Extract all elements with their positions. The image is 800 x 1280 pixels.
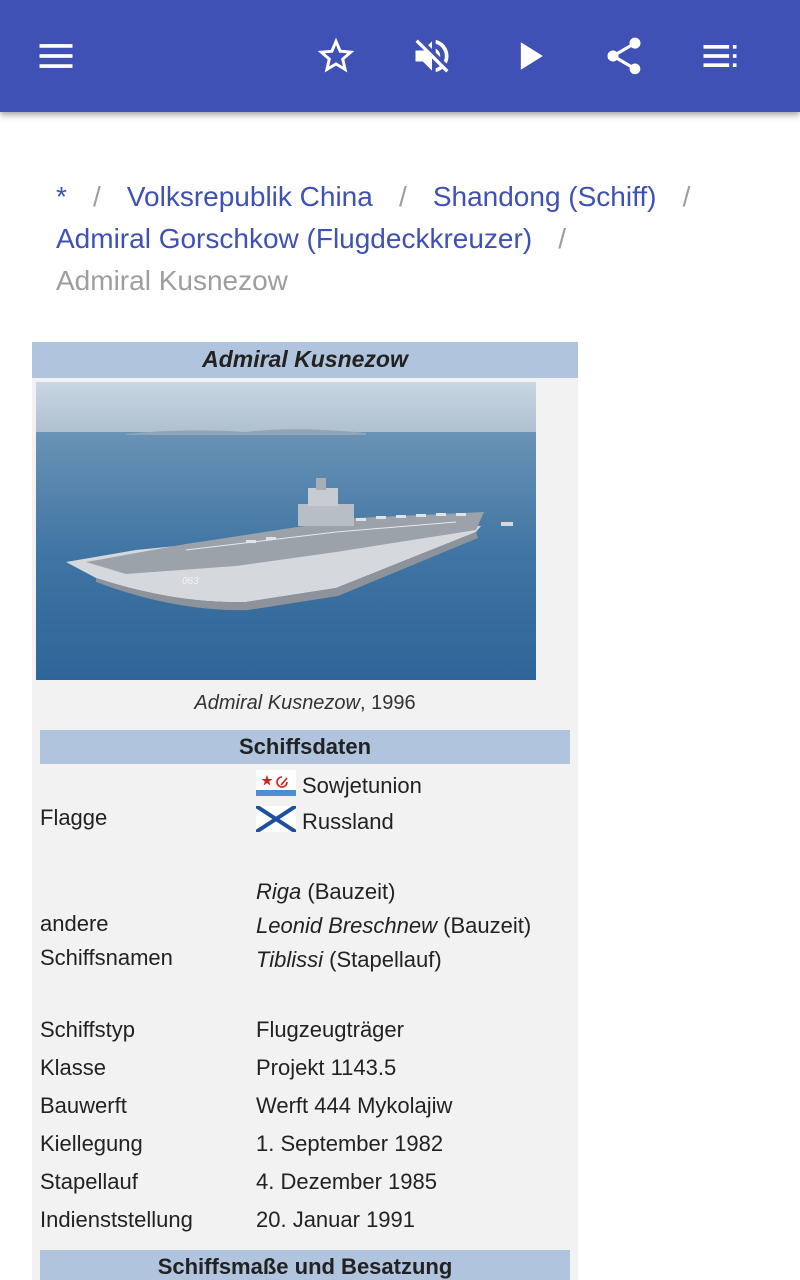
- aircraft-carrier-image: [36, 382, 536, 680]
- breadcrumb-current: Admiral Kusnezow: [56, 265, 288, 296]
- saint-andrew-flag-icon: [256, 806, 296, 832]
- app-bar: [0, 0, 800, 112]
- other-name: Riga: [256, 879, 302, 904]
- flag-label: Flagge: [40, 805, 108, 830]
- infobox: [32, 342, 578, 1280]
- caption-ship-name: Admiral Kusnezow: [194, 692, 360, 714]
- section-header-schiffsdaten: Schiffsdaten: [40, 730, 570, 764]
- infobox-title: Admiral Kusnezow: [32, 342, 578, 378]
- breadcrumb-separator: /: [682, 181, 691, 212]
- other-name-note: (Stapellauf): [323, 947, 442, 972]
- breadcrumb-separator: /: [398, 181, 407, 212]
- soviet-navy-flag-icon: [256, 770, 296, 796]
- breadcrumb-home-link[interactable]: *: [56, 181, 67, 212]
- bookmark-button[interactable]: [308, 28, 364, 84]
- row-label-schiffstyp: Schiffstyp: [40, 1017, 135, 1042]
- other-names-label: [40, 907, 173, 975]
- row-value-indienststellung: 20. Januar 1991: [256, 1207, 416, 1232]
- menu-icon: [34, 34, 78, 78]
- star-icon: [314, 34, 358, 78]
- flag-value-russia: [256, 805, 394, 839]
- other-names-label-line1: andere: [40, 911, 109, 936]
- table-of-contents-button[interactable]: [692, 28, 748, 84]
- other-names-label-line2: Schiffsnamen: [40, 945, 173, 970]
- share-icon: [602, 34, 646, 78]
- row-label-stapellauf: Stapellauf: [40, 1169, 138, 1194]
- flag-soviet-text[interactable]: Sowjetunion: [302, 773, 422, 798]
- row-value-klasse[interactable]: Projekt 1143.5: [256, 1055, 397, 1080]
- row-value-stapellauf[interactable]: 4. Dezember 1985: [256, 1169, 437, 1194]
- other-name: Tiblissi: [256, 947, 324, 972]
- flag-value-soviet: [256, 769, 422, 803]
- row-label-indienststellung: Indienststellung: [40, 1207, 193, 1232]
- other-name: Leonid Breschnew: [256, 913, 438, 938]
- section-header-schiffsmasse: Schiffsmaße und Besatzung: [40, 1250, 570, 1280]
- other-name-item: [256, 875, 395, 909]
- row-value-schiffstyp[interactable]: Flugzeugträger: [256, 1017, 404, 1042]
- breadcrumb-link-shandong[interactable]: Shandong (Schiff): [432, 181, 657, 212]
- list-icon: [698, 34, 742, 78]
- play-button[interactable]: [502, 28, 558, 84]
- other-name-note: (Bauzeit): [301, 879, 396, 904]
- caption-year: , 1996: [360, 692, 416, 714]
- ship-photo[interactable]: [36, 382, 536, 680]
- play-icon: [508, 34, 552, 78]
- hull-number: 063: [182, 576, 199, 587]
- flag-russia-text[interactable]: Russland: [302, 809, 394, 834]
- breadcrumb: [56, 176, 776, 302]
- share-button[interactable]: [596, 28, 652, 84]
- volume-off-icon: [410, 34, 454, 78]
- row-label-bauwerft: Bauwerft: [40, 1093, 127, 1118]
- row-label-kiellegung: Kiellegung: [40, 1131, 143, 1156]
- other-name-item: [256, 909, 531, 943]
- breadcrumb-link-gorschkow[interactable]: Admiral Gorschkow (Flugdeckkreuzer): [56, 223, 533, 254]
- other-name-note: (Bauzeit): [437, 913, 532, 938]
- breadcrumb-separator: /: [93, 181, 101, 212]
- menu-button[interactable]: [28, 28, 84, 84]
- image-caption: [32, 692, 578, 715]
- row-label-klasse: Klasse: [40, 1055, 107, 1080]
- row-value-kiellegung[interactable]: 1. September 1982: [256, 1131, 444, 1156]
- other-name-item: [256, 943, 442, 977]
- breadcrumb-separator: /: [558, 223, 567, 254]
- row-value-bauwerft[interactable]: Werft 444 Mykolajiw: [256, 1093, 453, 1118]
- mute-button[interactable]: [404, 28, 460, 84]
- breadcrumb-link-china[interactable]: Volksrepublik China: [126, 181, 373, 212]
